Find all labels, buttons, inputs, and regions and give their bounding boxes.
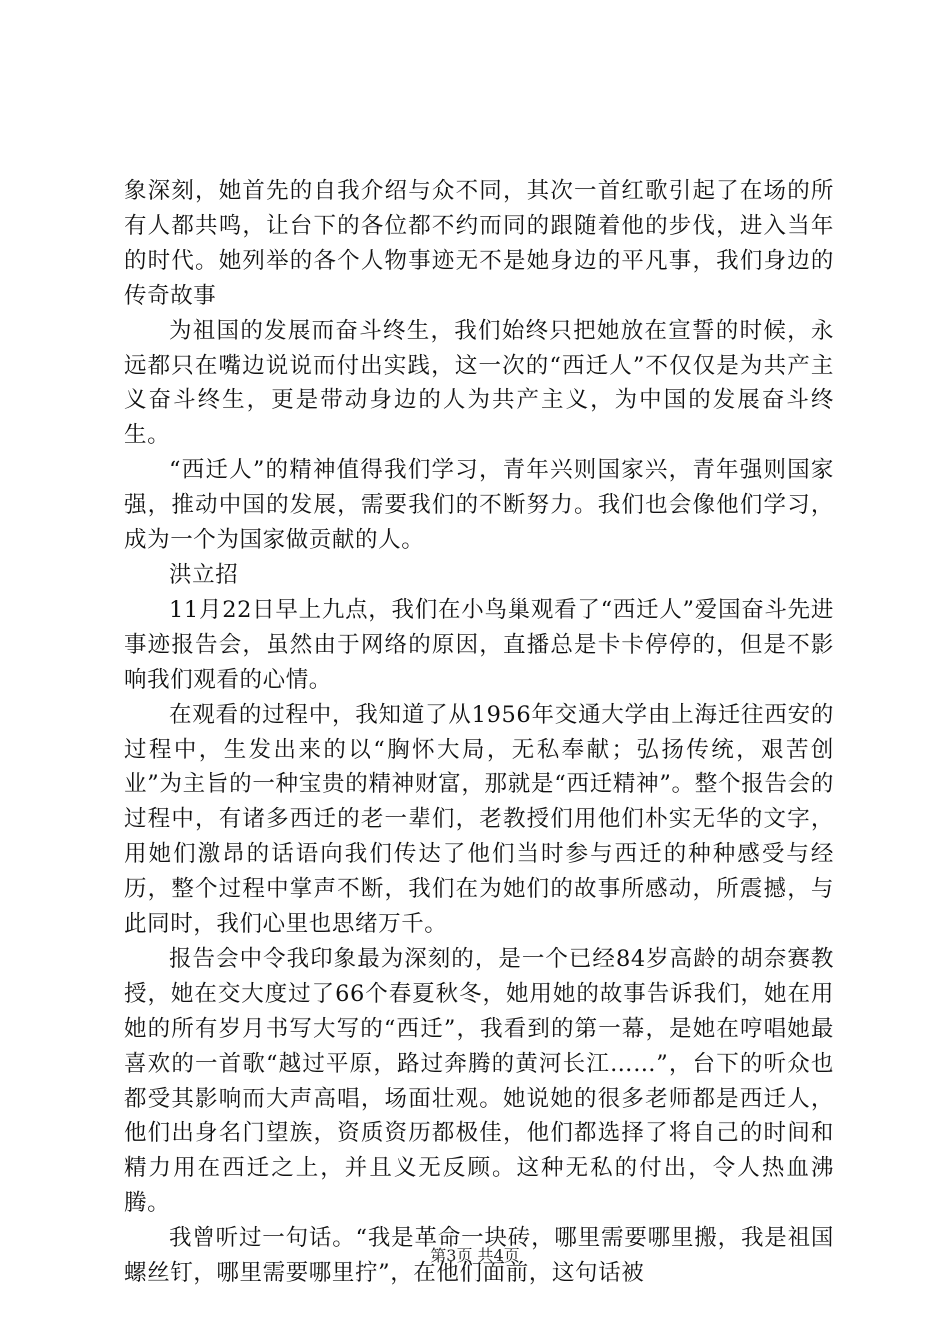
document-body: [124, 174, 834, 1291]
paragraph: 为祖国的发展而奋斗终生，我们始终只把她放在宣誓的时候，永远都只在嘴边说说而付出实践，这一次的“西迁人”不仅仅是为共产主义奋斗终生，更是带动身边的人为共产主义，为中国的发展奋斗终生。: [124, 317, 834, 449]
paragraph: 11月22日早上九点，我们在小鸟巢观看了“西迁人”爱国奋斗先进事迹报告会，虽然由于网络的原因，直播总是卡卡停停的，但是不影响我们观看的心情。: [124, 596, 834, 693]
paragraph: “西迁人”的精神值得我们学习，青年兴则国家兴，青年强则国家强，推动中国的发展，需要我们的不断努力。我们也会像他们学习，成为一个为国家做贡献的人。: [124, 457, 834, 554]
paragraph: 象深刻，她首先的自我介绍与众不同，其次一首红歌引起了在场的所有人都共鸣，让台下的各位都不约而同的跟随着他的步伐，进入当年的时代。她列举的各个人物事迹无不是她身边的平凡事，我们身边的传奇故事: [124, 178, 834, 309]
paragraph: 在观看的过程中，我知道了从1956年交通大学由上海迁往西安的过程中，生发出来的以“胸怀大局，无私奉献；弘扬传统，艰苦创业”为主旨的一种宝贵的精神财富，那就是“西迁精神”。整个报告会的过程中，有诸多西迁的老一辈们，老教授们用他们朴实无华的文字，用她们激昂的话语向我们传达了他们当时参与西迁的种种感受与经历，整个过程中掌声不断，我们在为她们的故事所感动，所震撼，与此同时，我们心里也思绪万千。: [124, 701, 834, 938]
author-name: 洪立招: [169, 561, 239, 588]
page-number-footer: 第3页 共4页: [430, 1246, 520, 1265]
paragraph: 我曾听过一句话。“我是革命一块砖，哪里需要哪里搬，我是祖国螺丝钉，哪里需要哪里拧”，在他们面前，这句话被: [124, 1225, 834, 1287]
paragraph: 报告会中令我印象最为深刻的，是一个已经84岁高龄的胡奈赛教授，她在交大度过了66个春夏秋冬，她用她的故事告诉我们，她在用她的所有岁月书写大写的“西迁”，我看到的第一幕，是她在哼唱她最喜欢的一首歌“越过平原，路过奔腾的黄河长江……”，台下的听众也都受其影响而大声高唱，场面壮观。她说她的很多老师都是西迁人，他们出身名门望族，资质资历都极佳，他们都选择了将自己的时间和精力用在西迁之上，并且义无反顾。这种无私的付出，令人热血沸腾。: [124, 945, 834, 1217]
